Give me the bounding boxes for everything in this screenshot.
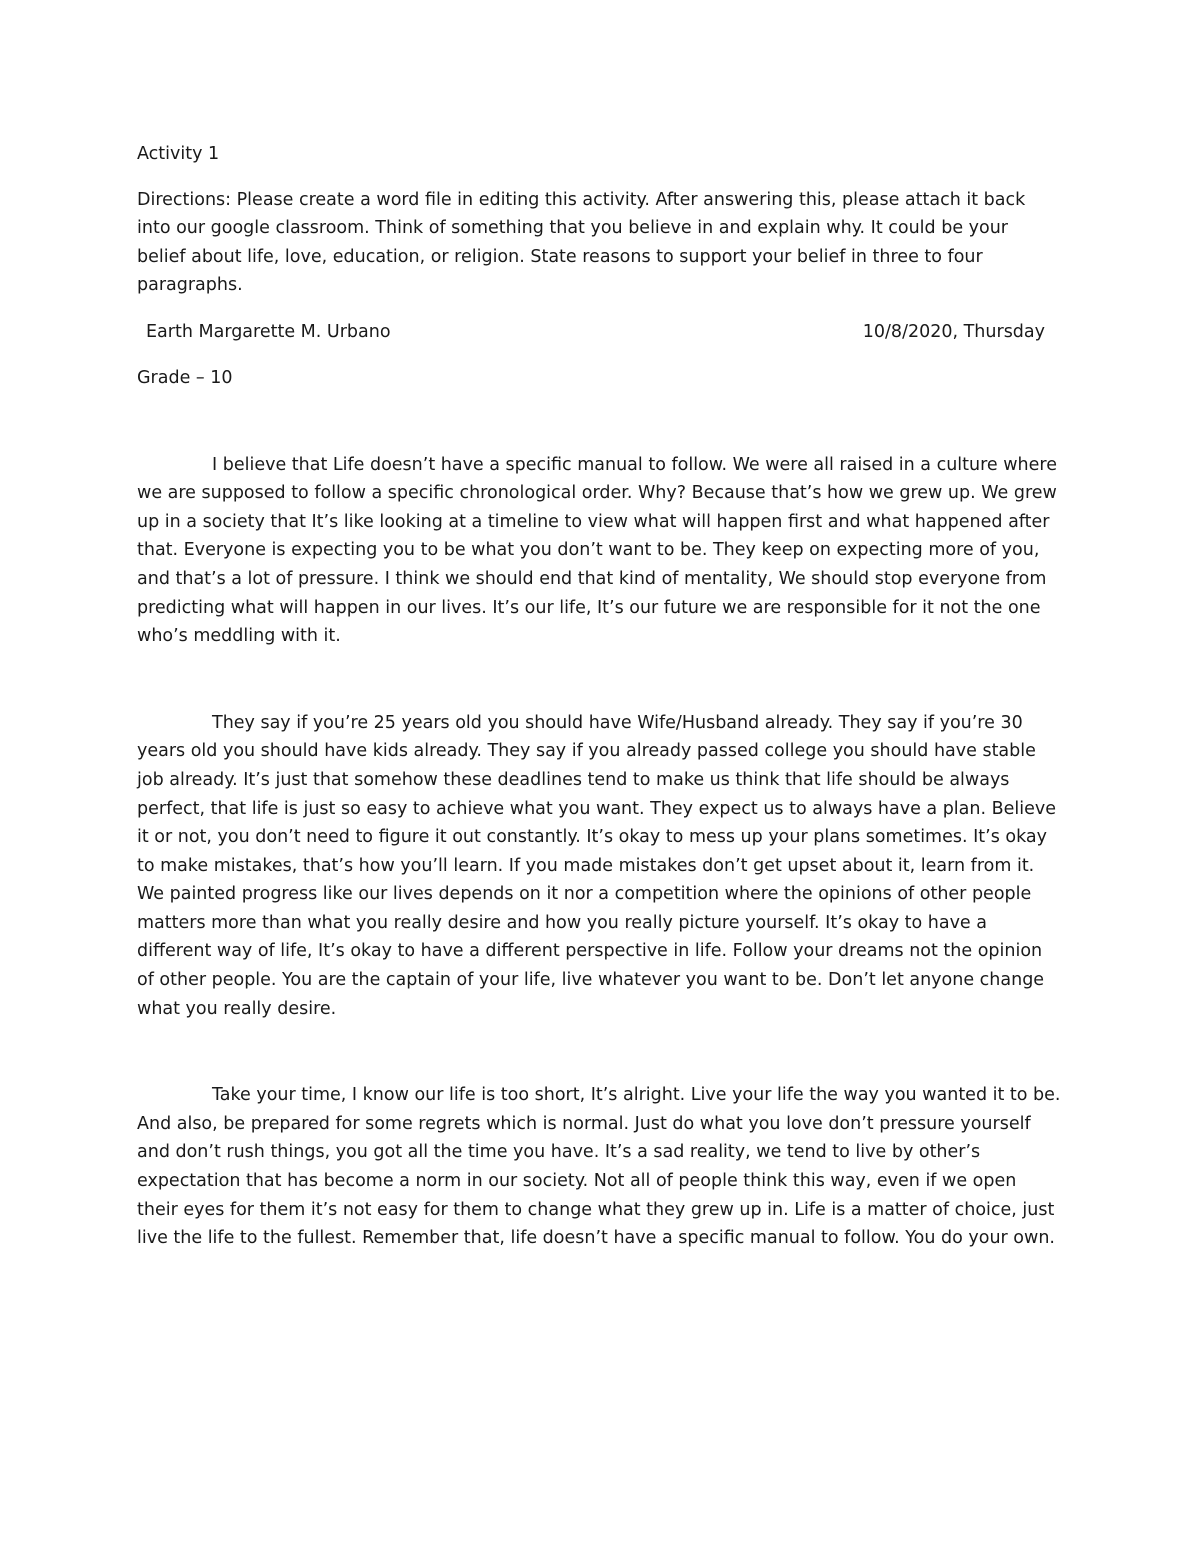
grade-level: Grade – 10 <box>137 367 233 388</box>
essay-paragraph-2: They say if you’re 25 years old you should have Wife/Husband already. They say if you’re 30 years old you should have kids already. They say if you already passed college you should have stable job already. It’s just that somehow these deadlines tend to make us think that life should be always perfect, that life is just so easy to achieve what you want. They expect us to always have a plan. Believe it or not, you don’t need to figure it out constantly. It’s okay to mess up your plans sometimes. It’s okay to make mistakes, that’s how you’ll learn. If you made mistakes don’t get upset about it, learn from it. We painted progress like our lives depends on it nor a competition where the opinions of other people matters more than what you really desire and how you really picture yourself. It’s okay to have a different way of life, It’s okay to have a different perspective in life. Follow your dreams not the opinion of other people. You are the captain of your life, live whatever you want to be. Don’t let anyone change what you really desire. <box>137 712 1056 1019</box>
author-name: Earth Margarette M. Urbano <box>146 321 391 342</box>
submission-date: 10/8/2020, Thursday <box>862 321 1045 342</box>
directions-text: Directions: Please create a word file in editing this activity. After answering this, please attach it back into our google classroom. Think of something that you believe in and explain why. It could be your belief about life, love, education, or religion. State reasons to support your belief in three to four paragraphs. <box>137 189 1026 296</box>
essay-paragraph-3: Take your time, I know our life is too short, It’s alright. Live your life the way you wanted it to be. And also, be prepared for some regrets which is normal. Just do what you love don’t pressure yourself and don’t rush things, you got all the time you have. It’s a sad reality, we tend to live by other’s expectation that has become a norm in our society. Not all of people think this way, even if we open their eyes for them it’s not easy for them to change what they grew up in. Life is a matter of choice, just live the life to the fullest. Remember that, life doesn’t have a specific manual to follow. You do your own. <box>137 1085 1061 1249</box>
document-body <box>137 140 1062 1253</box>
essay-paragraph-1: I believe that Life doesn’t have a specific manual to follow. We were all raised in a culture where we are supposed to follow a specific chronological order. Why? Because that’s how we grew up. We grew up in a society that It’s like looking at a timeline to view what will happen first and what happened after that. Everyone is expecting you to be what you don’t want to be. They keep on expecting more of you, and that’s a lot of pressure. I think we should end that kind of mentality, We should stop everyone from predicting what will happen in our lives. It’s our life, It’s our future we are responsible for it not the one who’s meddling with it. <box>137 454 1057 647</box>
author-date-line <box>137 318 1062 347</box>
activity-title: Activity 1 <box>137 144 220 164</box>
